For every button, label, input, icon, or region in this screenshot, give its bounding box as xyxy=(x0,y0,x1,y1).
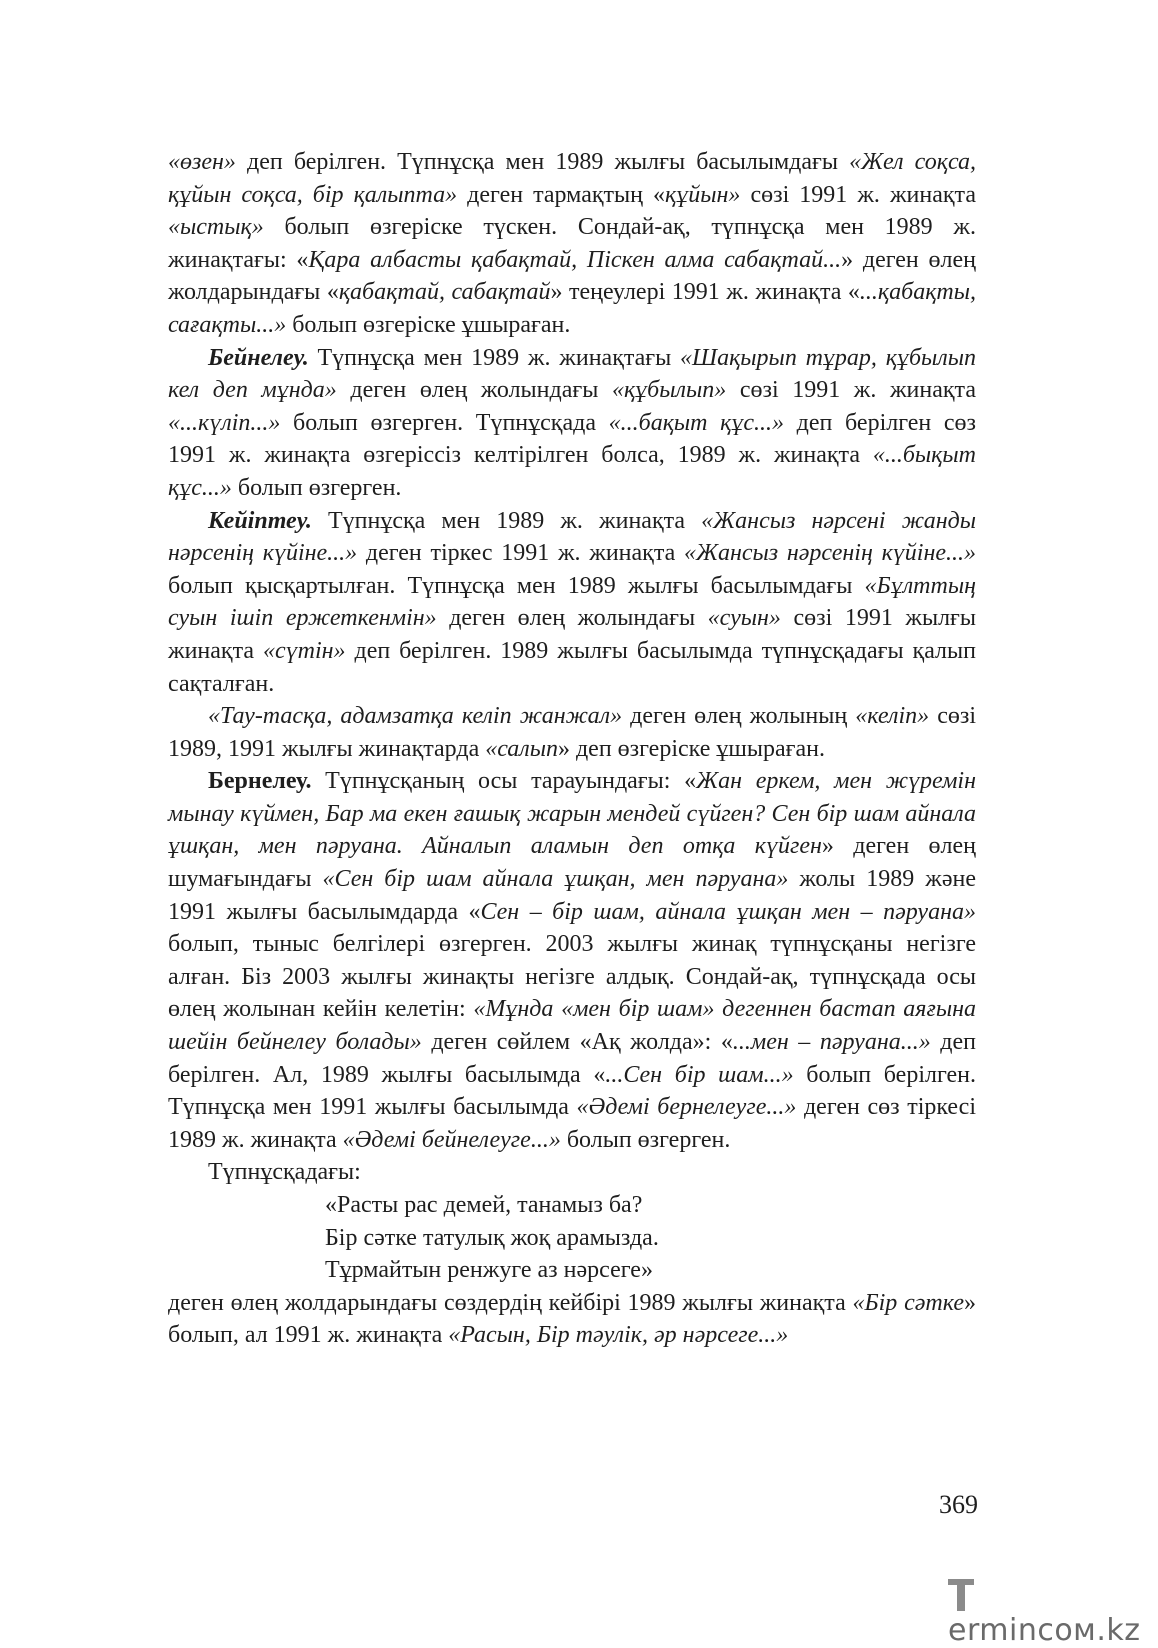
text-run: Түпнұсқаның осы тарауындағы: « xyxy=(311,768,697,795)
text-run: » деген өлең жолдарындағы « xyxy=(168,246,976,306)
text-run: жолы 1989 және 1991 жылғы басылымдарда « xyxy=(168,866,977,925)
italic-quote: «Жансыз нәрсенің күйіне...» xyxy=(683,540,977,567)
paragraph xyxy=(168,1287,976,1352)
text-run: деген сөйлем «Ақ жолда»: « xyxy=(421,1029,733,1056)
italic-quote: «Тау-тасқа, адамзатқа келіп жанжал» xyxy=(208,703,623,730)
italic-quote: «Мұнда «мен бір шам» дегеннен бастап аяғына шейін бейнелеу болады» xyxy=(168,996,976,1056)
italic-quote: «Әдемі бейнелеуге...» xyxy=(342,1126,561,1153)
text-run: сөзі 1991 жылғы жинақта xyxy=(168,605,977,664)
italic-quote: Қара албасты қабақтай, Піскен алма сабақтай... xyxy=(308,246,842,273)
italic-quote: қабақтай, сабақтай xyxy=(338,279,551,306)
paragraphs xyxy=(168,146,976,1189)
text-run: » теңеулері 1991 ж. жинақта « xyxy=(550,279,860,306)
text-run: деп берілген. Түпнұсқа мен 1989 жылғы басылымдағы xyxy=(235,149,850,175)
text-run: деп берілген. 1989 жылғы басылымда түпнұсқадағы қалып сақталған. xyxy=(168,637,976,697)
text-run: сөзі 1991 ж. жинақта xyxy=(740,181,976,208)
text-run: деп берілген сөз 1991 ж. жинақта өзгеріссіз келтірілген болса, 1989 ж. жинақта xyxy=(168,409,977,469)
italic-quote: «...бықыт құс...» xyxy=(168,442,976,501)
paragraph xyxy=(168,342,976,505)
page-number: 369 xyxy=(939,1490,978,1519)
italic-quote: «Шақырып тұрар, құбылып кел деп мұнда» xyxy=(168,344,976,404)
italic-quote: «Бір сәтке xyxy=(852,1289,964,1316)
term-heading: Кейіптеу. xyxy=(208,507,312,534)
italic-quote: «құбылып» xyxy=(611,377,727,404)
italic-quote: құйын» xyxy=(665,181,741,208)
italic-quote: ...мен – пәруана...» xyxy=(732,1029,931,1056)
site-watermark[interactable] xyxy=(948,1578,1148,1648)
text-run: Түпнұсқа мен 1989 ж. жинақтағы xyxy=(308,344,681,371)
italic-quote: «салып xyxy=(485,735,558,762)
italic-quote: «Әдемі бернелеуге...» xyxy=(576,1094,797,1121)
text-run: болып қысқартылған. Түпнұсқа мен 1989 жылғы басылымдағы xyxy=(168,572,865,599)
italic-quote: «келіп» xyxy=(855,703,930,730)
text-run: сөзі 1991 ж. жинақта xyxy=(726,377,976,404)
text-run: болып өзгерген. xyxy=(560,1126,731,1153)
italic-quote: «Жел соқса, құйын соқса, бір қалыпта» xyxy=(168,149,976,208)
text-run: деп берілген. Ал, 1989 жылғы басылымда « xyxy=(168,1029,976,1088)
italic-quote: «Расын, Бір тәулік, әр нәрсеге...» xyxy=(448,1322,789,1349)
text-run: деген өлең жолындағы xyxy=(336,377,612,404)
text-run: болып берілген. Түпнұсқа мен 1991 жылғы басылымда xyxy=(168,1061,976,1121)
italic-quote: Жан еркем, мен жүремін мынау күймен, Бар ма екен ғашық жарын мендей сүйген? Сен бір шам айнала ұшқан, мен пәруана. Айналып аламын деп отқа күйген xyxy=(168,768,977,860)
text-run: деген өлең жолдарындағы сөздердің кейбірі 1989 жылғы жинақта xyxy=(168,1289,853,1316)
term-heading: Бейнелеу. xyxy=(208,344,309,371)
italic-quote: Сен – бір шам, айнала ұшқан мен – пәруана» xyxy=(480,898,976,925)
paragraph xyxy=(168,505,976,701)
poem-line: Бір сәтке татулық жоқ арамызда. xyxy=(325,1224,659,1251)
italic-quote: «сүтін» xyxy=(262,637,346,664)
text-run: Түпнұсқадағы: xyxy=(208,1159,361,1186)
italic-quote: «...күліп...» xyxy=(168,409,281,436)
paragraph xyxy=(168,1156,976,1189)
text-run: » болып, ал 1991 ж. жинақта xyxy=(168,1289,976,1349)
text-run: деген өлең жолындағы xyxy=(436,605,708,632)
paragraph xyxy=(168,700,976,765)
page-body xyxy=(168,146,976,1352)
text-run: деген өлең жолының xyxy=(622,703,856,730)
italic-quote: «суын» xyxy=(707,605,781,632)
italic-quote: «Сен бір шам айнала ұшқан, мен пәруана» xyxy=(322,866,789,893)
term-heading: Бернелеу. xyxy=(208,768,312,795)
text-run: болып өзгерген. Түпнұсқада xyxy=(280,409,609,436)
poem-line: «Расты рас демей, танамыз ба? xyxy=(325,1192,643,1218)
text-run: » деген өлең шумағындағы xyxy=(168,833,976,893)
italic-quote: «өзен» xyxy=(168,149,236,175)
text-run: болып өзгеріске түскен. Сондай-ақ, түпнұсқа мен 1989 ж. жинақтағы: « xyxy=(168,214,976,273)
text-run: деген тіркес 1991 ж. жинақта xyxy=(357,540,684,567)
text-run: болып, тыныс белгілері өзгерген. 2003 жылғы жинақ түпнұсқаны негізге алған. Біз 2003 жылғы жинақты негізге алдық. Сондай-ақ, түпнұсқада осы өлең жолынан кейін келетін: xyxy=(168,931,976,1023)
poem-block xyxy=(168,1189,976,1287)
italic-quote: ...Сен бір шам...» xyxy=(605,1061,794,1088)
italic-quote: «Жансыз нәрсені жанды нәрсенің күйіне...» xyxy=(168,507,977,567)
text-run: деген сөз тіркесі 1989 ж. жинақта xyxy=(168,1094,976,1153)
text-run: сөзі 1989, 1991 жылғы жинақтарда xyxy=(168,703,976,762)
paragraph xyxy=(168,765,976,1156)
italic-quote: «Бұлттың суын ішіп ержеткенмін» xyxy=(168,572,976,632)
poem-line: Тұрмайтын ренжуге аз нәрсеге» xyxy=(325,1257,653,1284)
watermark-text: ermincом.kz xyxy=(948,1613,1141,1648)
italic-quote: ...қабақты, сағақты...» xyxy=(168,279,976,338)
text-run: деген тармақтың « xyxy=(457,181,666,208)
text-run: болып өзгерген. xyxy=(231,474,402,501)
closing-paragraph xyxy=(168,1287,976,1352)
text-run: болып өзгеріске ұшыраған. xyxy=(286,311,571,338)
paragraph xyxy=(168,146,976,342)
text-run: » деп өзгеріске ұшыраған. xyxy=(557,735,825,762)
italic-quote: «ыстық» xyxy=(168,214,264,241)
italic-quote: «...бақыт құс...» xyxy=(608,409,785,436)
text-run: Түпнұсқа мен 1989 ж. жинақта xyxy=(311,507,702,534)
t-logo-icon xyxy=(948,1579,974,1611)
